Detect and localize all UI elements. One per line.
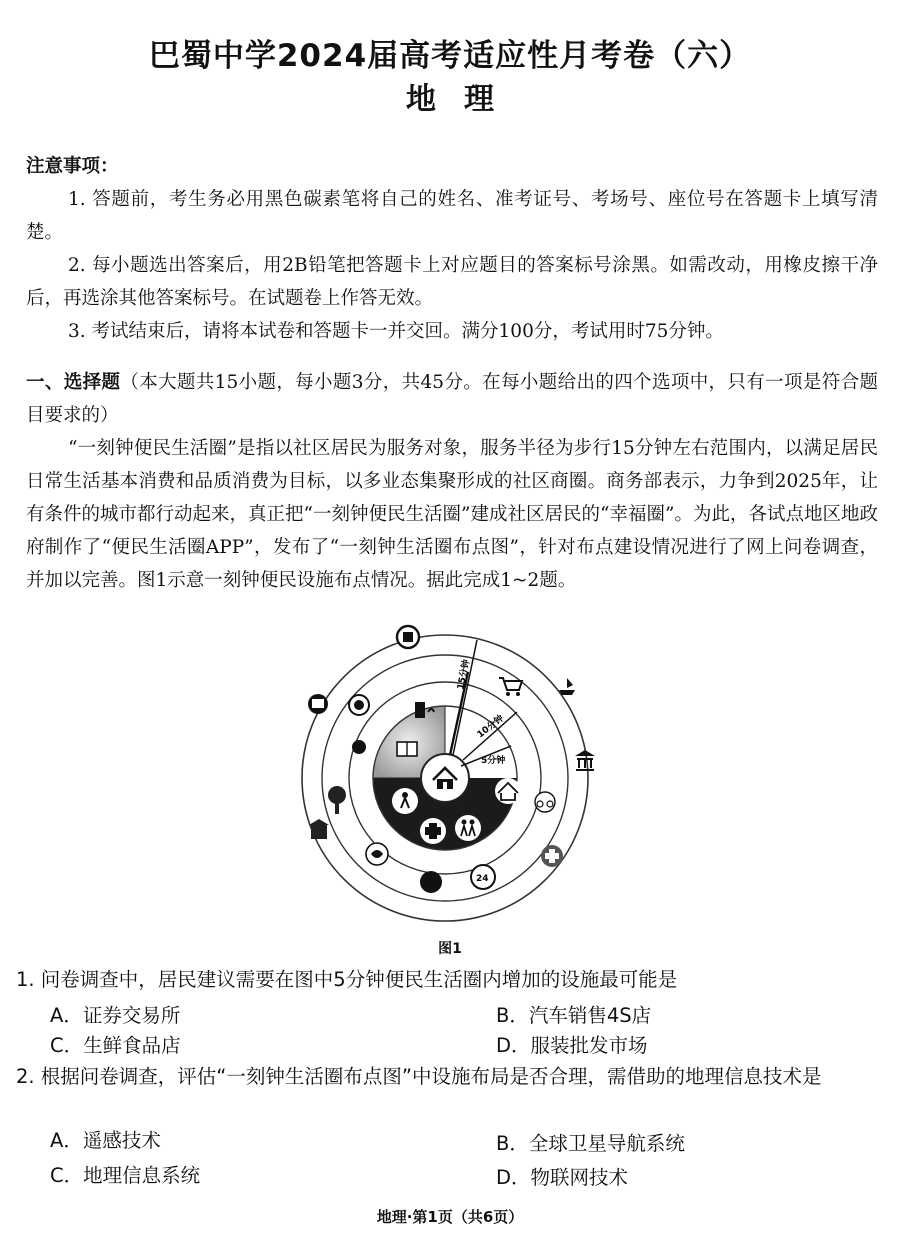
hospital-icon (420, 818, 446, 844)
question-1-stem: 1. 问卷调查中，居民建议需要在图中5分钟便民生活圈内增加的设施最可能是 (16, 968, 678, 991)
radius-10min (463, 712, 517, 760)
section-one (26, 366, 878, 597)
clinic-icon (366, 843, 388, 865)
label-10min: 10分钟 (475, 713, 506, 741)
question-2-stem: 2. 根据问卷调查，评估“一刻钟生活圈布点图”中设施布局是否合理，需借助的地理信息技术是 (16, 1065, 822, 1088)
q2-option-c: C．地理信息系统 (50, 1164, 201, 1187)
museum-icon (309, 819, 329, 839)
reading-passage: “一刻钟便民生活圈”是指以社区居民为服务对象，服务半径为步行15分钟左右范围内，以满足居民日常生活基本消费和品质消费为目标，以多业态集聚形成的社区商圈。商务部表示，力争到2025年，让有条件的城市都行动起来，真正把“一刻钟便民生活圈”建成社区居民的“幸福圈”。为此，各试点地区地政府制作了“便民生活圈APP”，发布了“一刻钟生活圈布点图”，针对布点建设情况进行了网上问卷调查，并加以完善。图1示意一刻钟便民设施布点情况。据此完成1~2题。 (26, 438, 878, 591)
exam-title: 巴蜀中学2024届高考适应性月考卷（六） (148, 38, 752, 74)
pharmacy-icon (541, 845, 563, 867)
label-15min: 15分钟 (456, 658, 473, 691)
section-description: （本大题共15小题，每小题3分，共45分。在每小题给出的四个选项中，只有一项是符合题目要求的） (26, 372, 878, 426)
label-5min: 5分钟 (481, 756, 506, 766)
q1-option-d: D．服装批发市场 (496, 1034, 648, 1057)
notice-section (26, 150, 878, 348)
page-footer: 地理·第1页（共6页） (376, 1208, 524, 1226)
community-icon (495, 778, 521, 804)
bicycle-icon (535, 792, 555, 812)
boat-icon (559, 678, 575, 695)
q2-option-b: B．全球卫星导航系统 (496, 1132, 685, 1155)
q1-option-a: A．证券交易所 (50, 1004, 181, 1027)
store-24h-icon (471, 865, 495, 889)
utensils-icon (349, 695, 369, 715)
elderly-care-icon (455, 815, 481, 841)
figure-caption: 图1 (438, 941, 462, 957)
bus-icon (308, 694, 328, 714)
notice-item-3: 3. 考试结束后，请将本试卷和答题卡一并交回。满分100分，考试用时75分钟。 (68, 321, 724, 342)
school-icon (397, 626, 419, 648)
notice-heading: 注意事项： (26, 156, 119, 177)
bank-icon (575, 750, 595, 771)
fitness-icon (352, 740, 366, 754)
shopping-cart-icon (499, 678, 522, 696)
restaurant-icon (420, 871, 442, 893)
notice-item-1: 1. 答题前，考生务必用黑色碳素笔将自己的姓名、准考证号、考场号、座位号在答题卡上填写清楚。 (26, 189, 878, 243)
q2-option-a: A．遥感技术 (50, 1129, 161, 1152)
book-icon (397, 742, 417, 756)
center-disc (421, 754, 469, 802)
section-one-intro (26, 366, 878, 432)
q1-option-b: B．汽车销售4S店 (496, 1004, 652, 1027)
notice-item-2: 2. 每小题选出答案后，用2B铅笔把答题卡上对应题目的答案标号涂黑。如需改动，用橡皮擦干净后，再选涂其他答案标号。在试题卷上作答无效。 (26, 255, 878, 309)
tree-icon (328, 786, 346, 814)
sports-icon (392, 788, 418, 814)
subject-title: 地理 (406, 82, 522, 117)
svg-text:24: 24 (476, 874, 489, 884)
facility-circle-diagram (285, 620, 615, 925)
q1-option-c: C．生鲜食品店 (50, 1034, 181, 1057)
q2-option-d: D．物联网技术 (496, 1166, 629, 1189)
section-heading: 一、选择题 (26, 372, 121, 393)
